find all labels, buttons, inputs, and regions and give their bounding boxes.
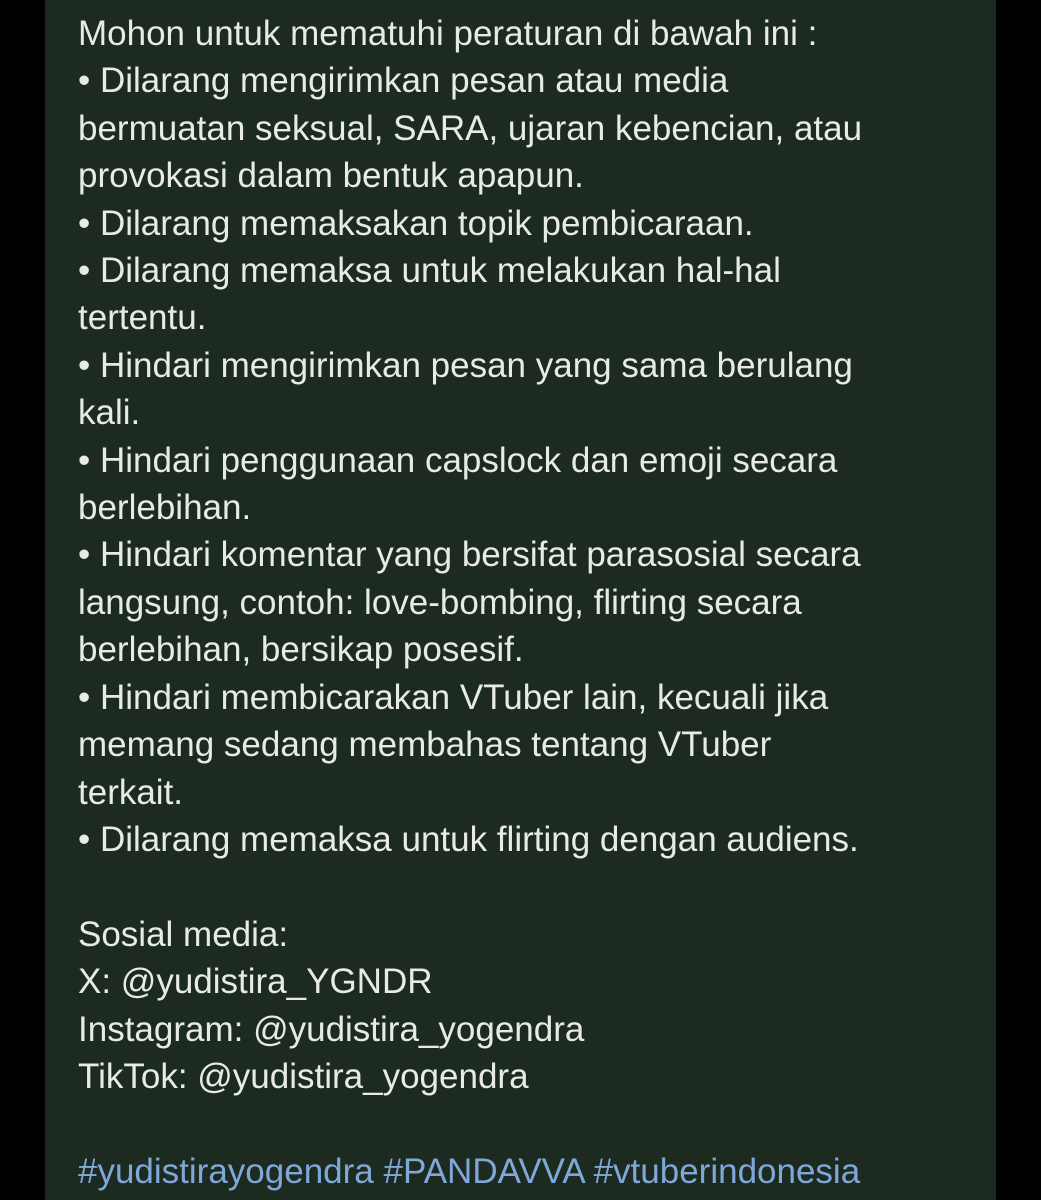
social-tiktok: TikTok: @yudistira_yogendra: [78, 1056, 529, 1096]
hashtag-row: [78, 1148, 996, 1195]
rule-7: [78, 674, 996, 816]
rule-2: [78, 200, 996, 247]
rule-4-line-2: kali.: [78, 393, 141, 433]
hashtag-link[interactable]: #yudistirayogendra: [78, 1151, 374, 1191]
rule-6-line-3: berlebihan, bersikap posesif.: [78, 630, 524, 670]
rule-4: [78, 342, 996, 437]
rule-1-line-2: bermuatan seksual, SARA, ujaran kebencian, atau: [78, 108, 863, 148]
rule-6-line-2: langsung, contoh: love-bombing, flirting secara: [78, 582, 802, 622]
rule-2-line-1: • Dilarang memaksakan topik pembicaraan.: [78, 203, 754, 243]
rule-1-line-1: • Dilarang mengirimkan pesan atau media: [78, 61, 729, 101]
rule-5: [78, 437, 996, 532]
rule-6-line-1: • Hindari komentar yang bersifat parasosial secara: [78, 535, 861, 575]
blank-line: [78, 1100, 996, 1147]
rule-3-line-2: tertentu.: [78, 298, 207, 338]
rule-6: [78, 531, 996, 673]
social-heading: Sosial media:: [78, 914, 289, 954]
hashtag-link[interactable]: #PANDAVVA: [383, 1151, 584, 1191]
description-intro: Mohon untuk mematuhi peraturan di bawah ini :: [78, 14, 818, 53]
rule-4-line-1: • Hindari mengirimkan pesan yang sama berulang: [78, 345, 853, 385]
rule-5-line-1: • Hindari penggunaan capslock dan emoji secara: [78, 440, 838, 480]
blank-line: [78, 863, 996, 910]
rule-1-line-3: provokasi dalam bentuk apapun.: [78, 156, 584, 196]
hashtag-link[interactable]: #vtuberindonesia: [593, 1151, 861, 1191]
rule-1: [78, 57, 996, 199]
social-instagram: Instagram: @yudistira_yogendra: [78, 1009, 585, 1049]
rule-3: [78, 247, 996, 342]
rule-8-line-1: • Dilarang memaksa untuk flirting dengan audiens.: [78, 819, 859, 859]
rule-8: [78, 816, 996, 863]
rule-5-line-2: berlebihan.: [78, 488, 252, 528]
rule-7-line-1: • Hindari membicarakan VTuber lain, kecuali jika: [78, 677, 829, 717]
social-x: X: @yudistira_YGNDR: [78, 962, 433, 1002]
rule-7-line-3: terkait.: [78, 772, 184, 812]
rule-7-line-2: memang sedang membahas tentang VTuber: [78, 725, 772, 765]
rule-3-line-1: • Dilarang memaksa untuk melakukan hal-hal: [78, 251, 781, 291]
video-description-panel: [45, 0, 996, 1200]
